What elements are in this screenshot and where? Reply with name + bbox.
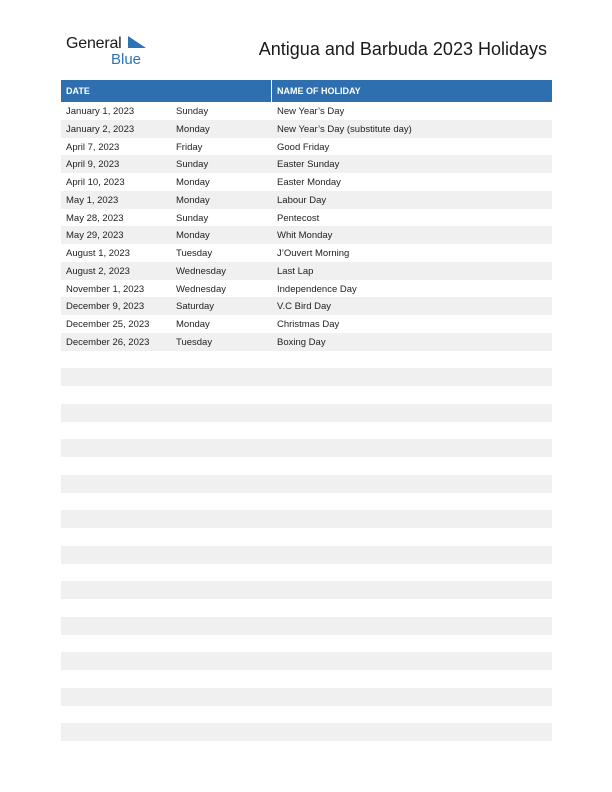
holiday-name: V.C Bird Day (277, 301, 332, 313)
holiday-table (61, 80, 552, 741)
holiday-name: Easter Sunday (277, 159, 340, 171)
holiday-date: August 1, 2023 (66, 248, 130, 259)
empty-table-row (61, 599, 552, 617)
holiday-date: December 26, 2023 (66, 336, 150, 348)
holiday-weekday: Sunday (176, 212, 209, 224)
holiday-weekday: Monday (176, 177, 210, 188)
generalblue-logo (66, 35, 156, 69)
empty-table-row (61, 670, 552, 688)
table-row (61, 120, 552, 138)
holiday-name: Independence Day (277, 283, 357, 295)
logo-text-general: General (66, 35, 122, 52)
table-row (61, 155, 552, 173)
holiday-weekday: Monday (176, 319, 210, 330)
holiday-weekday: Friday (176, 141, 203, 153)
holiday-date: April 9, 2023 (66, 159, 120, 171)
empty-table-row (61, 688, 552, 706)
table-row (61, 297, 552, 315)
table-row (61, 191, 552, 209)
holiday-name: J’Ouvert Morning (277, 248, 350, 259)
table-row (61, 102, 552, 120)
holiday-date: May 28, 2023 (66, 212, 124, 224)
holiday-date: May 1, 2023 (66, 194, 119, 206)
holiday-weekday: Wednesday (176, 283, 226, 295)
table-row (61, 173, 552, 191)
holiday-date: August 2, 2023 (66, 265, 130, 277)
holiday-name: Boxing Day (277, 336, 326, 348)
holiday-name: New Year’s Day (277, 106, 345, 117)
empty-table-row (61, 386, 552, 404)
holiday-weekday: Wednesday (176, 265, 226, 277)
empty-table-row (61, 635, 552, 653)
column-header-holiday-name: NAME OF HOLIDAY (271, 80, 361, 102)
holiday-name: Pentecost (277, 212, 320, 224)
empty-table-row (61, 652, 552, 670)
holiday-name: Last Lap (277, 265, 314, 277)
holiday-name: Whit Monday (277, 230, 333, 242)
empty-table-row (61, 564, 552, 582)
holiday-weekday: Tuesday (176, 248, 213, 259)
holiday-name: Good Friday (277, 141, 330, 153)
table-row (61, 244, 552, 262)
empty-table-row (61, 723, 552, 741)
table-row (61, 138, 552, 156)
table-row (61, 226, 552, 244)
empty-table-row (61, 493, 552, 511)
empty-table-row (61, 528, 552, 546)
logo-triangle-icon (124, 36, 146, 50)
empty-table-row (61, 457, 552, 475)
table-row (61, 209, 552, 227)
holiday-weekday: Sunday (176, 106, 209, 117)
table-body (61, 102, 552, 741)
holiday-weekday: Sunday (176, 159, 209, 171)
holiday-date: May 29, 2023 (66, 230, 124, 242)
holiday-date: November 1, 2023 (66, 283, 145, 295)
empty-table-row (61, 422, 552, 440)
holiday-name: Easter Monday (277, 177, 341, 188)
empty-table-row (61, 510, 552, 528)
holiday-weekday: Monday (176, 194, 210, 206)
table-row (61, 262, 552, 280)
logo-text-blue: Blue (111, 51, 142, 68)
holiday-name: New Year’s Day (substitute day) (277, 123, 412, 135)
holiday-name: Christmas Day (277, 319, 340, 330)
table-row (61, 280, 552, 298)
table-row (61, 333, 552, 351)
holiday-date: December 25, 2023 (66, 319, 150, 330)
empty-table-row (61, 475, 552, 493)
empty-table-row (61, 368, 552, 386)
holiday-date: December 9, 2023 (66, 301, 145, 313)
column-header-date: DATE (66, 86, 90, 96)
holiday-weekday: Saturday (176, 301, 215, 313)
empty-table-row (61, 706, 552, 724)
holiday-weekday: Monday (176, 123, 210, 135)
empty-table-row (61, 351, 552, 369)
holiday-weekday: Tuesday (176, 336, 213, 348)
holiday-date: April 10, 2023 (66, 177, 125, 188)
holiday-date: April 7, 2023 (66, 141, 120, 153)
holiday-date: January 2, 2023 (66, 123, 135, 135)
table-header (61, 80, 552, 102)
table-row (61, 315, 552, 333)
empty-table-row (61, 581, 552, 599)
empty-table-row (61, 617, 552, 635)
empty-table-row (61, 546, 552, 564)
empty-table-row (61, 404, 552, 422)
empty-table-row (61, 439, 552, 457)
page-title: Antigua and Barbuda 2023 Holidays (258, 39, 547, 59)
holiday-weekday: Monday (176, 230, 210, 242)
holiday-date: January 1, 2023 (66, 106, 135, 117)
holiday-name: Labour Day (277, 194, 327, 206)
